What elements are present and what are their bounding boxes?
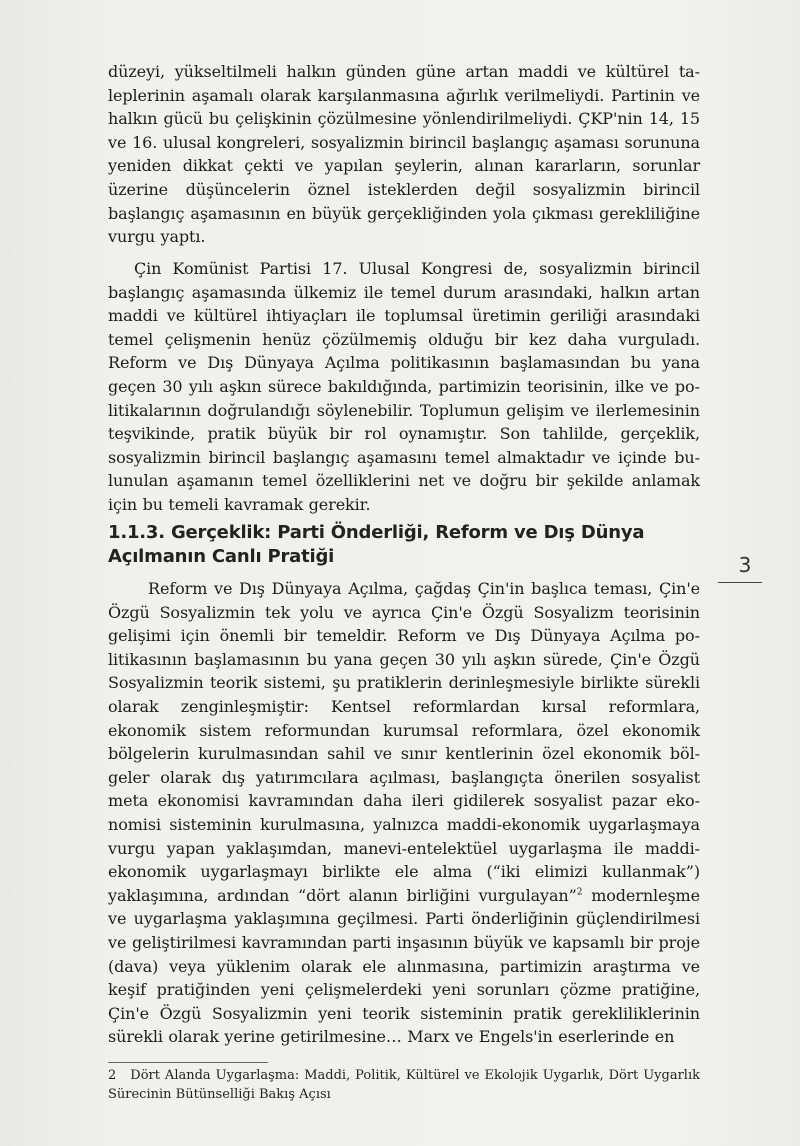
body-paragraph-1: düzeyi, yükseltilmeli halkın günden güne artan maddi ve kültürel taleplerinin aşamalı olarak karşılanmasına ağırlık verilmeliydi. Partinin ve halkın gücü bu çelişkinin çözülmesine yönlendirilmeliydi. ÇKP'nin 14, 15 ve 16. ulusal kongreleri, sosyalizmin birincil başlangıç aşaması sorununa yeniden dikkat çekti ve yapılan şeylerin, alınan kararların, sorunlar üzerine düşüncelerin öznel isteklerden değil sosyalizmin birincil başlangıç aşamasının en büyük gerçekliğinden yola çıkması gerekliliğine vurgu yaptı. [108, 62, 700, 247]
paragraph-3-text-end: modernleşme ve uygarlaşma yaklaşımına geçilmesi. Parti önderliğinin güçlendirilmesi ve geliştirilmesi kavramından parti inşasının büyük ve kapsamlı bir proje (dava) veya yüklenim olarak ele alınmasına, partimizin araştırma ve keşif pratiğinden yeni çelişmelerdeki yeni sorunları çözme pratiğine, Çin'e Özgü Sosyalizmin yeni teorik sisteminin pratik gerekliliklerinin sürekli olarak yerine getirilmesine… Marx ve Engels'in eserlerinde en [108, 885, 700, 1047]
body-paragraph-3 [108, 577, 700, 1049]
section-heading: 1.1.3. Gerçeklik: Parti Önderliği, Reform ve Dış Dünya Açılmanın Canlı Pratiği [108, 522, 645, 567]
paragraph-3-text-start: Reform ve Dış Dünyaya Açılma, çağdaş Çin'in başlıca teması, Çin'e Özgü Sosyalizmin tek yolu ve ayrıca Çin'e Özgü Sosyalizm teorisinin gelişimi için önemli bir temeldir. Reform ve Dış Dünyaya Açılma politikasının başlamasının bu yana geçen 30 yılı aşkın sürede, Çin'e Özgü Sosyalizmin teorik sistemi, şu pratiklerin derinleşmesiyle birlikte sürekli olarak zenginleşmiştir: Kentsel reformlardan kırsal reformlara, ekonomik sistem reformundan kurumsal reformlara, özel ekonomik bölgelerin kurulmasından sahil ve sınır kentlerinin özel ekonomik bölgeler olarak dış yatırımcılara açılması, başlangıçta önerilen sosyalist meta ekonomisi kavramından daha ileri gidilerek sosyalist pazar ekonomisi sisteminin kurulmasına, yalnızca maddi-ekonomik uygarlaşmaya vurgu yapan yaklaşımdan, manevi-entelektüel uygarlaşma ile maddi-ekonomik uygarlaşmayı birlikte ele alma (“iki elimizi kullanmak”) yaklaşımına, ardından “dört alanın birliğini vurgulayan” [108, 579, 700, 905]
footnote [108, 1067, 700, 1104]
footnote-reference: 2 [576, 887, 583, 898]
footnote-number: 2 [108, 1068, 117, 1083]
page-number-rule [718, 582, 762, 583]
footnote-text: Dört Alanda Uygarlaşma: Maddi, Politik, Kültürel ve Ekolojik Uygarlık, Dört Uygarlık Sürecinin Bütünselliği Bakış Açısı [108, 1068, 700, 1102]
footnote-divider [108, 1062, 268, 1063]
page-number: 3 [738, 553, 752, 577]
body-paragraph-2: Çin Komünist Partisi 17. Ulusal Kongresi de, sosyalizmin birincil başlangıç aşamasında ülkemiz ile temel durum arasındaki, halkın artan maddi ve kültürel ihtiyaçları ile toplumsal üretimin geriliği arasındaki temel çelişmenin henüz çözülmemiş olduğu bir kez daha vurguladı. Reform ve Dış Dünyaya Açılma politikasının başlamasından bu yana geçen 30 yılı aşkın sürece bakıldığında, partimizin teorisinin, ilke ve politikalarının doğrulandığı söylenebilir. Toplumun gelişim ve ilerlemesinin teşvikinde, pratik büyük bir rol oynamıştır. Son tahlilde, gerçeklik, sosyalizmin birincil başlangıç aşamasını temel almaktadır ve içinde bulunulan aşamanın temel özelliklerini net ve doğru bir şekilde anlamak için bu temeli kavramak gerekir. [108, 259, 700, 514]
